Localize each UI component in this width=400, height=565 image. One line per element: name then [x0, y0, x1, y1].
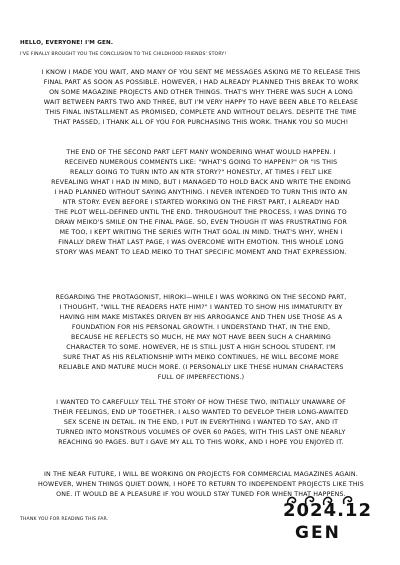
- paragraph-2: THE END OF THE SECOND PART LEFT MANY WONDERING WHAT WOULD HAPPEN. I RECEIVED NUMEROUS COMMENTS LIKE: "WHAT'S GOING TO HAPPEN?" OR "IS THIS REALLY GOING TO TURN INTO AN NTR STORY?" HONESTLY, AT TIMES I FELT LIKE REVEALING WHAT I HAD IN MIND, BUT I MANAGED TO HOLD BACK AND WRITE THE ENDING I HAD PLANNED WITHOUT SAYING ANYTHING. I NEVER INTENDED TO TURN THIS INTO AN NTR STORY. EVEN BEFORE I STARTED WORKING ON THE FIRST PART, I ALREADY HAD THE PLOT WELL-DEFINED UNTIL THE END. THROUGHOUT THE PROCESS, I WAS DYING TO DRAW MEIKO'S SMILE ON THE FINAL PAGE. SO, EVEN THOUGH IT WAS FRUSTRATING FOR ME TOO, I KEPT WRITING THE SERIES WITH THAT GOAL IN MIND. THAT'S WHY, WHEN I FINALLY DREW THAT LAST PAGE, I WAS OVERCOME WITH EMOTION. THIS WHOLE LONG STORY WAS MEANT TO LEAD MEIKO TO THAT SPECIFIC MOMENT AND THAT EXPRESSION.: [51, 149, 351, 256]
- intro-line: I'VE FINALLY BROUGHT YOU THE CONCLUSION TO THE CHILDHOOD FRIENDS' STORY!: [20, 52, 227, 57]
- paragraph-3: REGARDING THE PROTAGONIST, HIROKI—WHILE I WAS WORKING ON THE SECOND PART, I THOUGHT, "WILL THE READERS HATE HIM?" I WANTED TO SHOW HIS IMMATURITY BY HAVING HIM MAKE MISTAKES DRIVEN BY HIS ARROGANCE AND THEN USE THOSE AS A FOUNDATION FOR HIS PERSONAL GROWTH. I UNDERSTAND THAT, IN THE END, BECAUSE HE REFLECTS SO MUCH, HE MAY NOT HAVE BEEN SUCH A CHARMING CHARACTER TO SOME. HOWEVER, HE IS STILL JUST A HIGH SCHOOL STUDENT. I'M SURE THAT AS HIS RELATIONSHIP WITH MEIKO CONTINUES, HE WILL BECOME MORE RELIABLE AND MATURE MUCH MORE. (I PERSONALLY LIKE THESE HUMAN CHARACTERS FULL OF IMPERFECTIONS.): [55, 294, 347, 381]
- signature-name: GEN: [295, 523, 341, 543]
- closing-line: THANK YOU FOR READING THIS FAR.: [20, 517, 109, 522]
- paragraph-4: I WANTED TO CAREFULLY TELL THE STORY OF HOW THESE TWO, INITIALLY UNAWARE OF THEIR FEELINGS, END UP TOGETHER. I ALSO WANTED TO DEVELOP THEIR LONG-AWAITED SEX SCENE IN DETAIL. IN THE END, I PUT IN EVERYTHING I WANTED TO SAY, AND IT TURNED INTO MONSTROUS VOLUMES OF OVER 60 PAGES, WITH THIS LAST ONE NEARLY REACHING 90 PAGES. BUT I GAVE MY ALL TO THIS WORK, AND I HOPE YOU ENJOYED IT.: [53, 399, 349, 446]
- greeting-line: HELLO, EVERYONE! I'M GEN.: [20, 40, 114, 46]
- signature-date: 2024.12: [283, 500, 372, 521]
- paragraph-1: I KNOW I MADE YOU WAIT, AND MANY OF YOU SENT ME MESSAGES ASKING ME TO RELEASE THIS FINAL PART AS SOON AS POSSIBLE. HOWEVER, I HAD ALREADY PLANNED THIS BREAK TO WORK ON SOME MAGAZINE PROJECTS AND OTHER THINGS. THAT'S WHY THERE WAS SUCH A LONG WAIT BETWEEN PARTS TWO AND THREE, BUT I'M VERY HAPPY TO HAVE BEEN ABLE TO RELEASE THIS FINAL INSTALLMENT AS PROMISED, COMPLETE AND WITHOUT DELAYS. DESPITE THE TIME THAT PASSED, I THANK ALL OF YOU FOR PURCHASING THIS WORK. THANK YOU SO MUCH!: [41, 69, 361, 126]
- paragraph-5: IN THE NEAR FUTURE, I WILL BE WORKING ON PROJECTS FOR COMMERCIAL MAGAZINES AGAIN. HOWEVER, WHEN THINGS QUIET DOWN, I HOPE TO RETURN TO INDEPENDENT PROJECTS LIKE THIS ONE. IT WOULD BE A PLEASURE IF YOU WOULD STAY TUNED FOR WHEN THAT HAPPENS.: [38, 471, 364, 498]
